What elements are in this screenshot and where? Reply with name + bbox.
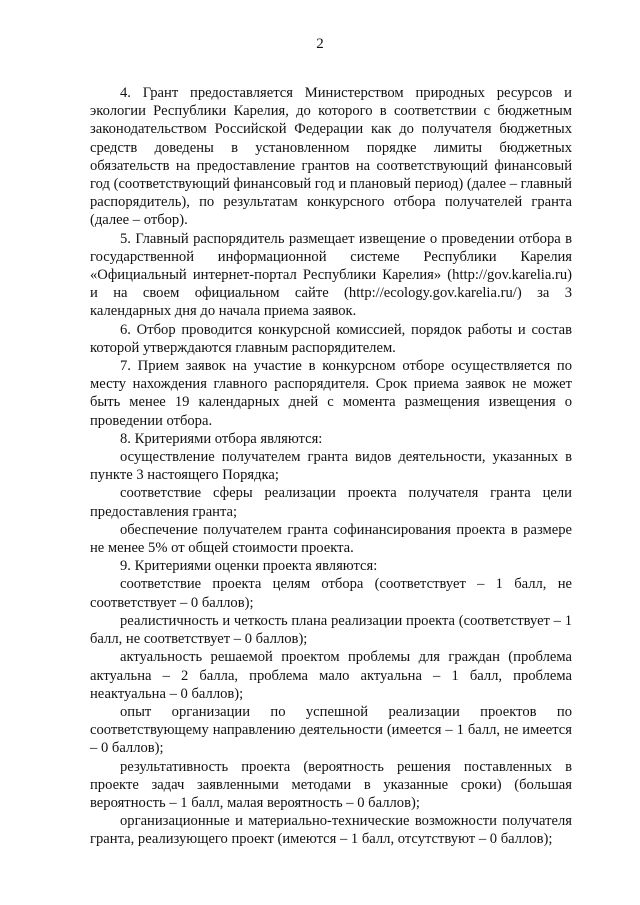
evaluation-criterion-effectiveness: результативность проекта (вероятность решения поставленных в проекте задач заявленными методами в указанные сроки) (большая вероятность – 1 балл, малая вероятность – 0 баллов); [90,758,572,811]
evaluation-criterion-relevance: актуальность решаемой проектом проблемы для граждан (проблема актуальна – 2 балла, проблема мало актуальна – 1 балл, проблема неактуальна – 0 баллов); [90,649,572,702]
page-number: 2 [316,36,324,52]
selection-criterion-sphere: соответствие сферы реализации проекта получателя гранта цели предоставления гранта; [90,485,572,520]
document-body [90,84,572,849]
evaluation-criterion-experience: опыт организации по успешной реализации проектов по соответствующему направлению деятельности (имеется – 1 балл, не имеется – 0 баллов); [90,703,572,757]
evaluation-criterion-goal-fit: соответствие проекта целям отбора (соответствует – 1 балл, не соответствует – 0 баллов); [90,576,572,611]
selection-criterion-activities: осуществление получателем гранта видов деятельности, указанных в пункте 3 настоящего Порядка; [90,449,572,484]
paragraph-clause-7: 7. Прием заявок на участие в конкурсном отборе осуществляется по месту нахождения главного распорядителя. Срок приема заявок не может быть менее 19 календарных дней с момента размещения извещения о проведении отбора. [90,358,572,429]
paragraph-clause-5: 5. Главный распорядитель размещает извещение о проведении отбора в государственной информационной системе Республики Карелия «Официальный интернет-портал Республики Карелия» (http://gov.karelia.ru) и на своем официальном сайте (http://ecology.gov.karelia.ru/) за 3 календарных дня до начала приема заявок. [90,230,572,320]
evaluation-criterion-capabilities: организационные и материально-технические возможности получателя гранта, реализующего проект (имеются – 1 балл, отсутствуют – 0 баллов); [90,813,572,848]
paragraph-clause-9: 9. Критериями оценки проекта являются: [120,558,378,575]
paragraph-clause-6: 6. Отбор проводится конкурсной комиссией, порядок работы и состав которой утверждаются главным распорядителем. [90,321,572,356]
paragraph-clause-8: 8. Критериями отбора являются: [120,430,323,447]
selection-criterion-cofinancing: обеспечение получателем гранта софинансирования проекта в размере не менее 5% от общей стоимости проекта. [90,521,572,557]
evaluation-criterion-plan: реалистичность и четкость плана реализации проекта (соответствует – 1 балл, не соответствует – 0 баллов); [90,612,572,648]
paragraph-clause-4: 4. Грант предоставляется Министерством природных ресурсов и экологии Республики Карелия, до которого в соответствии с бюджетным законодательством Российской Федерации как до получателя бюджетных средств доведены в установленном порядке лимиты бюджетных обязательств на предоставление грантов на соответствующий финансовый год (соответствующий финансовый год и плановый период) (далее – главный распорядитель), по результатам конкурсного отбора получателей гранта (далее – отбор). [90,85,572,229]
